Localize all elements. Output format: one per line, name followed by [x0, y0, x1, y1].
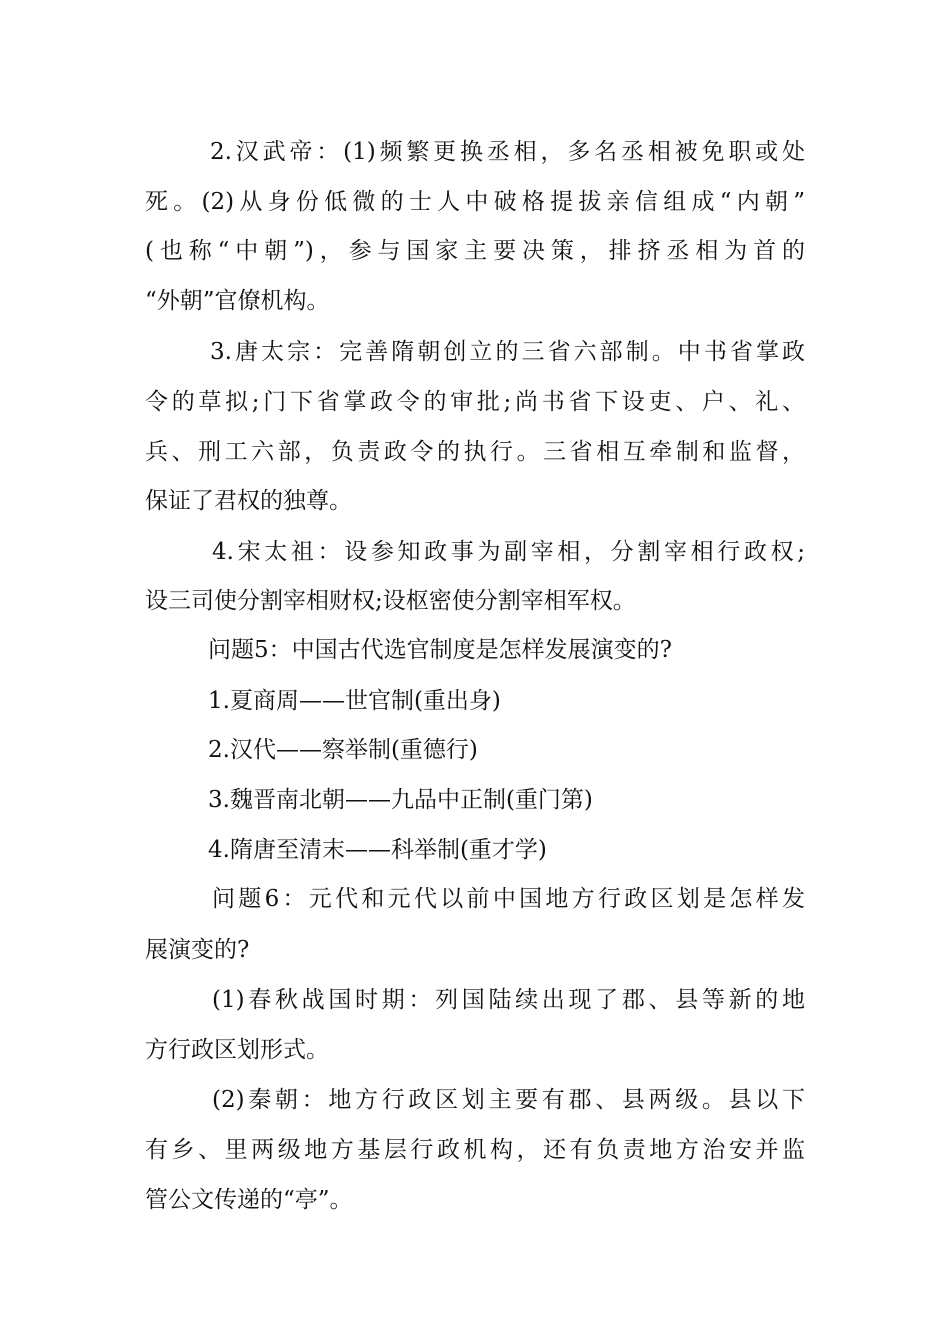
text-line: 4.宋太祖：设参知政事为副宰相，分割宰相行政权; [212, 539, 805, 565]
text-line: “外朝”官僚机构。 [145, 288, 330, 314]
list-item: 3.魏晋南北朝——九品中正制(重门第) [208, 787, 593, 813]
text-line: 展演变的? [145, 937, 250, 963]
text-line: 令的草拟;门下省掌政令的审批;尚书省下设吏、户、礼、 [145, 389, 805, 415]
text-line: 兵、刑工六部，负责政令的执行。三省相互牵制和监督， [145, 439, 805, 465]
text-line: (也称“中朝”)，参与国家主要决策，排挤丞相为首的 [145, 238, 805, 264]
list-item: 1.夏商周——世官制(重出身) [208, 688, 501, 714]
list-item: 4.隋唐至清末——科举制(重才学) [208, 837, 547, 863]
text-line: 保证了君权的独尊。 [145, 488, 352, 514]
text-line: 死。(2)从身份低微的士人中破格提拔亲信组成“内朝” [145, 189, 805, 215]
text-line: (1)春秋战国时期：列国陆续出现了郡、县等新的地 [212, 987, 805, 1013]
section-question-5: 问题5：中国古代选官制度是怎样发展演变的? [208, 637, 672, 663]
text-line: 方行政区划形式。 [145, 1037, 329, 1063]
text-line: 管公文传递的“亭”。 [145, 1187, 353, 1213]
list-item: 2.汉代——察举制(重德行) [208, 737, 478, 763]
text-line: (2)秦朝：地方行政区划主要有郡、县两级。县以下 [212, 1087, 805, 1113]
text-line: 设三司使分割宰相财权;设枢密使分割宰相军权。 [145, 588, 636, 614]
section-question-6: 问题6：元代和元代以前中国地方行政区划是怎样发 [212, 886, 805, 912]
text-line: 3.唐太宗：完善隋朝创立的三省六部制。中书省掌政 [210, 339, 805, 365]
text-line: 2.汉武帝：(1)频繁更换丞相，多名丞相被免职或处 [210, 139, 805, 165]
text-line: 有乡、里两级地方基层行政机构，还有负责地方治安并监 [145, 1137, 805, 1163]
